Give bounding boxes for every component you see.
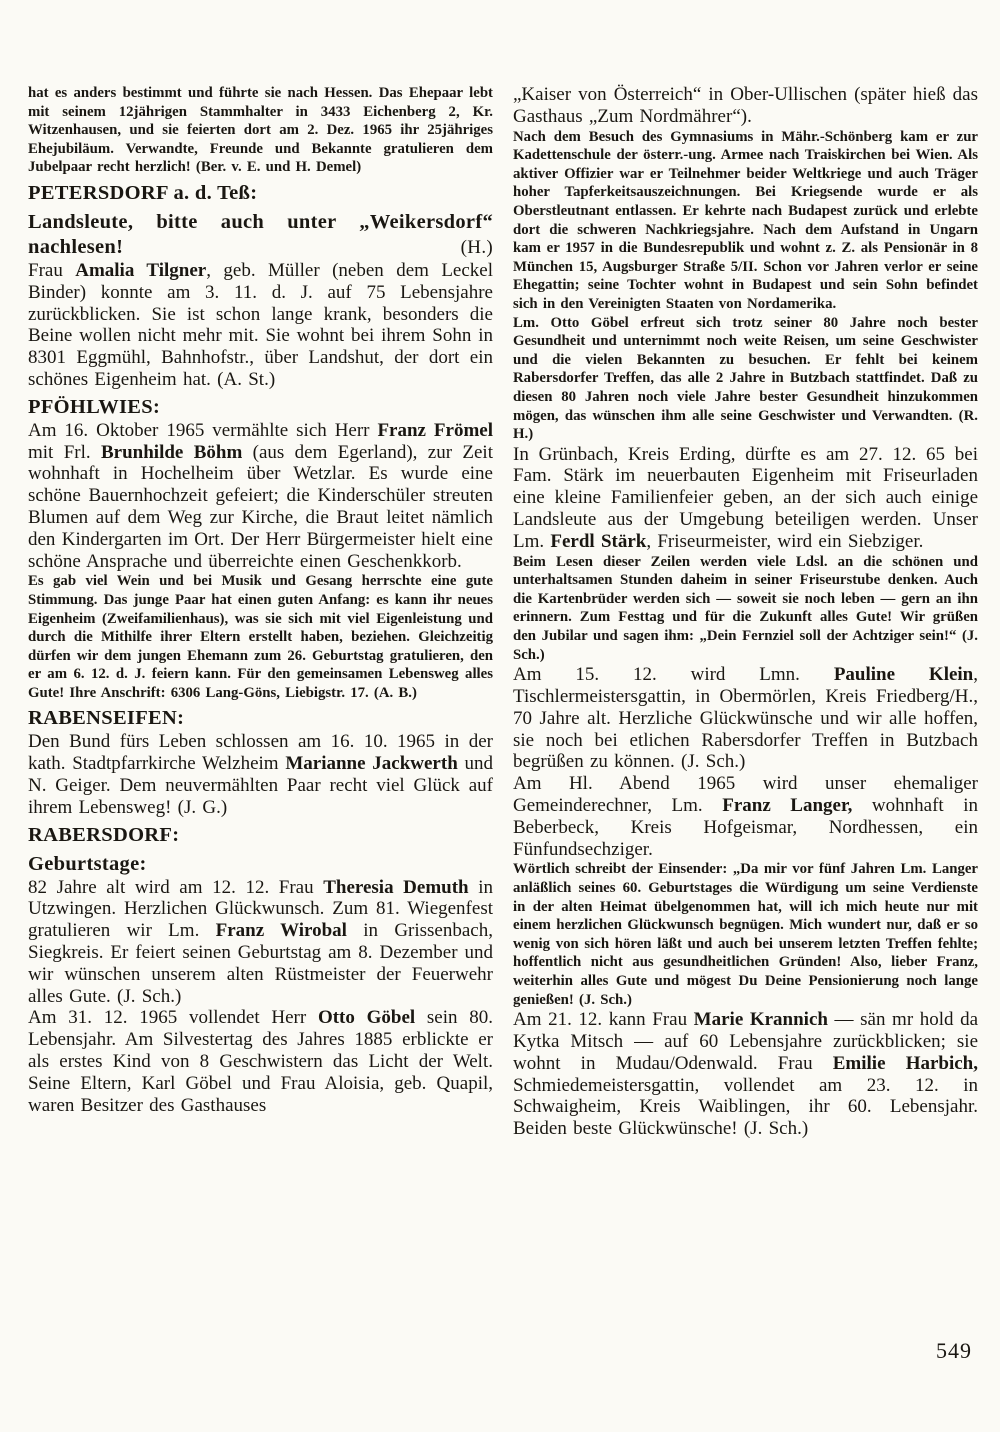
paragraph bbox=[513, 860, 978, 1009]
paragraph bbox=[28, 731, 493, 818]
section-heading bbox=[28, 823, 493, 848]
page-number: 549 bbox=[936, 1338, 972, 1363]
emphasized-name: RABENSEIFEN: bbox=[28, 707, 185, 730]
paragraph bbox=[513, 84, 978, 128]
paragraph bbox=[28, 877, 493, 1008]
text-run: sein 80. Lebensjahr. Am Silvestertag des Jahres 1885 erblickte er als erstes Kind von 8 Geschwistern das Licht der Welt. Seine Eltern, Karl Göbel und Frau Aloisia, geb. Quapil, waren Besitzer des Gasthauses bbox=[28, 1007, 494, 1116]
section-heading bbox=[28, 210, 493, 260]
text-run: „Kaiser von Österreich“ in Ober-Ullischen (später hieß das Gasthaus „Zum Nordmährer“). bbox=[513, 84, 978, 127]
section-heading bbox=[28, 706, 493, 731]
text-run: hat es anders bestimmt und führte sie nach Hessen. Das Ehepaar lebt mit seinem 12jährigen Stammhalter in 3433 Eichenberg 2, Kr. Witzenhausen, und sie feierten dort am 2. Dez. 1965 ihr 25jähriges Ehejubiläum. Verwandte, Freunde und Bekannte gratulieren dem Jubelpaar recht herzlich! (Ber. v. E. und H. Demel) bbox=[28, 85, 493, 176]
paragraph bbox=[513, 773, 978, 860]
paragraph bbox=[513, 664, 978, 773]
text-run: Frau bbox=[28, 259, 76, 281]
byline-initials: (H.) bbox=[460, 236, 493, 258]
text-run: , geb. Müller (neben dem Leckel Binder) konnte am 3. 11. d. J. auf 75 Lebensjahre zurückblicken. Sie ist schon lange krank, besonders die Beine wollen nicht mehr mit. Sie wohnt bei ihrem Sohn in 8301 Eggmühl, Bahnhofstr., über Landshut, der dort ein schönes Eigenheim hat. (A. St.) bbox=[28, 259, 493, 390]
text-run: Nach dem Besuch des Gymnasiums in Mähr.-Schönberg kam er zur Kadettenschule der österr.-ung. Armee nach Traiskirchen bei Wien. Als aktiver Offizier war er Teilnehmer beider Weltkriege und auch Träger hoher Tapferkeitsauszeichnungen. Bei Kriegsende wurde er als Oberstleutnant entlassen. Er kehrte nach Budapest zurück und erlebte dort die schweren Nachkriegsjahre. Nach dem Aufstand in Ungarn kam er 1957 in die Bundesrepublik und wohnt z. Z. als Pensionär in 8 München 15, Augsburger Straße 5/II. Schon vor Jahren verlor er seine Ehegattin; seine Tochter wohnt in Budapest und sein Sohn befindet sich in den Vereinigten Staaten von Nordamerika. bbox=[513, 128, 978, 312]
text-run: mit Frl. bbox=[28, 441, 101, 463]
text-run: in Utzwingen. Herzlichen Glückwunsch. Zum 81. Wiegenfest gratulieren wir Lm. bbox=[28, 876, 494, 942]
text-run: und N. Geiger. Dem neuvermählten Paar recht viel Glück auf ihrem Lebensweg! (J. G.) bbox=[28, 753, 493, 818]
paragraph bbox=[513, 444, 978, 553]
emphasized-name: PFÖHLWIES: bbox=[28, 395, 161, 418]
text-run: wohnhaft in Beberbeck, Kreis Hofgeismar, Nordhessen, ein Fünfundsechziger. bbox=[513, 795, 979, 860]
emphasized-name: Geburtstage: bbox=[28, 852, 147, 875]
section-heading bbox=[28, 852, 493, 877]
emphasized-name: Emilie Harbich, bbox=[832, 1052, 978, 1074]
emphasized-name: PETERSDORF a. d. Teß: bbox=[28, 181, 258, 204]
emphasized-name: Otto Göbel bbox=[317, 1007, 416, 1029]
paragraph bbox=[513, 128, 978, 314]
emphasized-name: Marianne Jackwerth bbox=[285, 753, 458, 775]
emphasized-name: Pauline Klein bbox=[833, 664, 974, 686]
emphasized-name: Marie Krannich bbox=[693, 1009, 828, 1031]
paragraph bbox=[513, 553, 978, 665]
text-run: in Grissenbach, Siegkreis. Er feiert seinen Geburtstag am 8. Dezember und wir wünschen unserem alten Rüstmeister der Feuerwehr alles Gute. (J. Sch.) bbox=[28, 920, 493, 1007]
emphasized-name: Franz Langer, bbox=[722, 795, 853, 817]
paragraph bbox=[513, 314, 978, 444]
paragraph bbox=[28, 84, 493, 177]
text-run: (aus dem Egerland), zur Zeit wohnhaft in Hochelheim über Wetzlar. Es wurde eine schöne Bauernhochzeit gefeiert; die Kinderschüler streuten Blumen auf dem Weg zur Kirche, die Braut leitet nämlich den Kindergarten im Ort. Der Herr Bürgermeister hielt eine schöne Ansprache und überreichte einen Geschenkkorb. bbox=[28, 441, 493, 572]
text-columns bbox=[28, 84, 978, 1140]
text-run: , Friseurmeister, wird ein Siebziger. bbox=[646, 530, 924, 552]
text-run: Es gab viel Wein und bei Musik und Gesang herrschte eine gute Stimmung. Das junge Paar hat einen guten Anfang: es kann ihr neues Eigenheim (Zweifamilienhaus), was sie sich mit viel Eigenleistung und durch die Mithilfe ihrer Eltern erstellt haben, beziehen. Gleichzeitig dürfen wir dem jungen Ehemann zum 26. Geburtstag gratulieren, den er am 6. 12. d. J. feiern kann. Für den gemeinsamen Lebensweg alles Gute! Ihre Anschrift: 6306 Lang-Göns, Liebigstr. 17. (A. B.) bbox=[28, 573, 493, 701]
text-run: , Tischlermeistersgattin, in Obermörlen, Kreis Friedberg/H., 70 Jahre alt. Herzliche Glückwünsche und wir alle hoffen, sie noch bei etlichen Rabersdorfer Treffen in Butzbach begrüßen zu können. (J. Sch.) bbox=[513, 664, 978, 773]
right-column bbox=[513, 84, 978, 1140]
paragraph bbox=[28, 420, 493, 573]
text-run: Am Hl. Abend 1965 wird unser ehemaliger Gemeinderechner, Lm. bbox=[513, 773, 978, 817]
text-run: — sän mr hold da Kytka Mitsch — auf 60 Lebensjahre zurückblicken; sie wohnt in Mudau/Odenwald. Frau bbox=[513, 1009, 979, 1074]
emphasized-name: Ferdl Stärk bbox=[550, 530, 647, 552]
text-run: Am 21. 12. kann Frau bbox=[513, 1009, 694, 1031]
text-run: Am 31. 12. 1965 vollendet Herr bbox=[28, 1007, 318, 1029]
text-run: Wörtlich schreibt der Einsender: „Da mir vor fünf Jahren Lm. Langer anläßlich seines 60. Geburtstages die Würdigung um seine Verdienste in der alten Heimat übelgenommen hat, will ich mich heute nur mit einem herzlichen Glückwunsch begnügen. Mich wundert nur, daß er so wenig von sich hören läßt und auch bei unserem letzten Treffen fehlte; hoffentlich nicht aus gesundheitlichen Gründen! Also, lieber Franz, weiterhin alles Gute und mögest Du Deine Pensionierung noch lange genießen! (J. Sch.) bbox=[513, 861, 978, 1008]
section-heading bbox=[28, 181, 493, 206]
emphasized-name: Franz Frömel bbox=[377, 419, 493, 441]
paragraph bbox=[28, 572, 493, 702]
emphasized-name: Theresia Demuth bbox=[323, 876, 469, 898]
emphasized-name: Amalia Tilgner bbox=[75, 259, 207, 281]
emphasized-name: Brunhilde Böhm bbox=[101, 441, 243, 463]
text-run: Den Bund fürs Leben schlossen am 16. 10. 1965 in der kath. Stadtpfarrkirche Welzheim bbox=[28, 731, 493, 775]
text-run: 82 Jahre alt wird am 12. 12. Frau bbox=[28, 876, 324, 898]
section-heading bbox=[28, 395, 493, 420]
paragraph bbox=[513, 1009, 978, 1140]
text-run: Am 16. Oktober 1965 vermählte sich Herr bbox=[28, 419, 378, 441]
emphasized-name: RABERSDORF: bbox=[28, 823, 180, 846]
text-run: Lm. Otto Göbel erfreut sich trotz seiner 80 Jahre noch bester Gesundheit und unternimmt noch weite Reisen, um seine Geschwister und die vielen Bekannten zu besuchen. Er fehlt bei keinem Rabersdorfer Treffen, das alle 2 Jahre in Butzbach stattfindet. Daß zu diesen 80 Jahren noch viele Jahre bester Gesundheit hinzukommen mögen, das wünschen ihm alle seine Geschwister und Verwandten. (R. H.) bbox=[513, 314, 978, 443]
emphasized-name: Landsleute, bitte auch unter „Weikersdorf“ nachlesen! bbox=[28, 210, 493, 258]
paragraph bbox=[28, 1007, 493, 1116]
paragraph bbox=[28, 260, 493, 391]
left-column bbox=[28, 84, 493, 1140]
text-run: Beim Lesen dieser Zeilen werden viele Ldsl. an die schönen und unterhaltsamen Stunden daheim in seiner Friseurstube denken. Auch die Kartenbrüder werden sich — soweit sie noch leben — gern an ihn erinnern. Zum Festtag und für die Zukunft alles Gute! Wir grüßen den Jubilar und sagen ihm: „Dein Fernziel soll der Achtziger sein!“ (J. Sch.) bbox=[513, 553, 978, 663]
text-run: Am 15. 12. wird Lmn. bbox=[513, 664, 834, 686]
text-run: Schmiedemeistersgattin, vollendet am 23. 12. in Schwaigheim, Kreis Waiblingen, ihr 60. Lebensjahr. Beiden beste Glückwünsche! (J. Sch.) bbox=[513, 1074, 978, 1140]
emphasized-name: Franz Wirobal bbox=[215, 920, 347, 942]
text-run: In Grünbach, Kreis Erding, dürfte es am 27. 12. 65 bei Fam. Stärk im neuerbauten Eigenheim mit Friseurladen eine kleine Familienfeier geben, an der sich auch einige Landsleute aus der Umgebung beteiligen werden. Unser Lm. bbox=[513, 443, 978, 552]
